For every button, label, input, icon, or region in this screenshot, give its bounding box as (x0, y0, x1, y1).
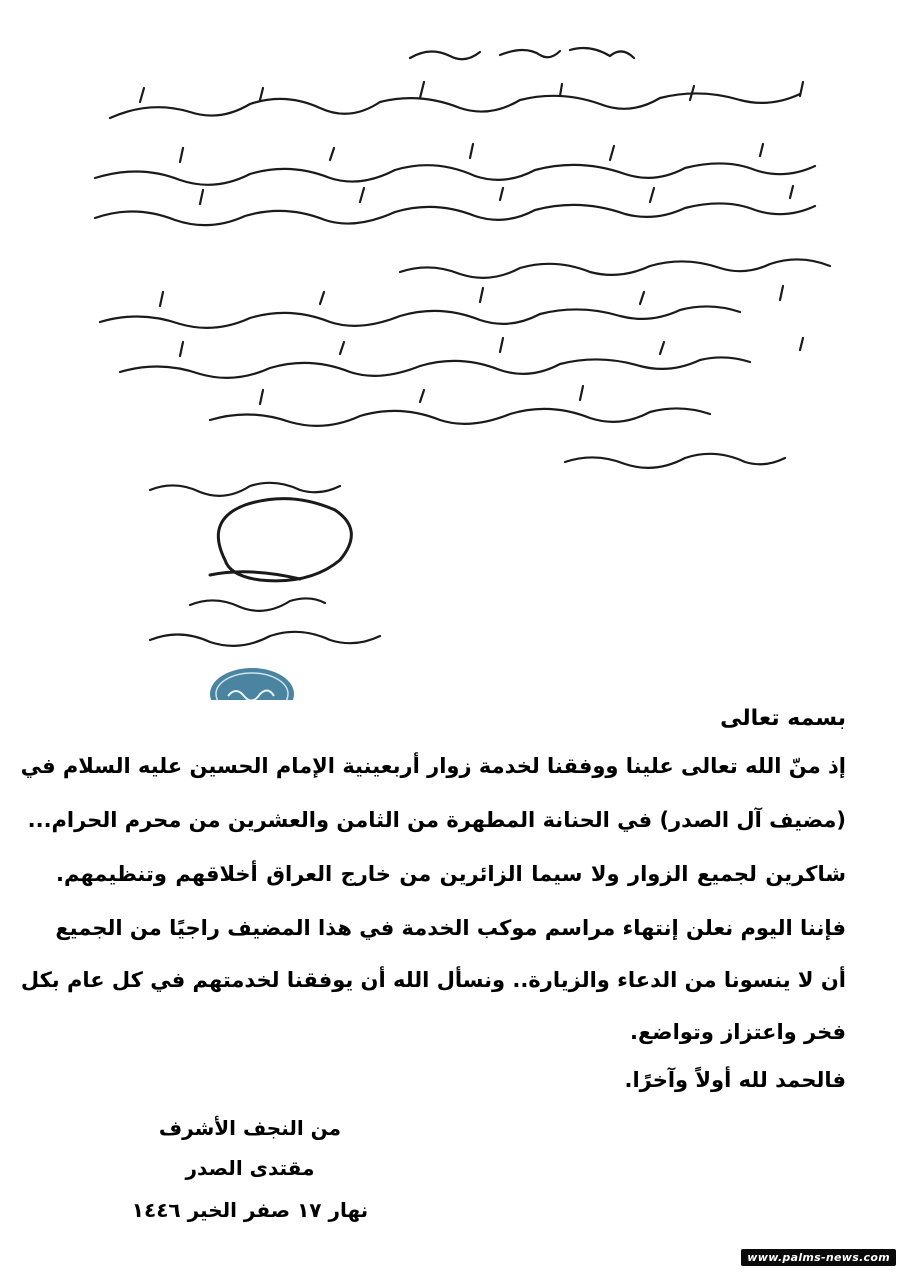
handwriting-line-3 (95, 203, 815, 225)
handwriting-name (190, 598, 325, 610)
typed-line-7: فالحمد لله أولاً وآخرًا. (624, 1068, 846, 1092)
typed-name: مقتدى الصدر (185, 1156, 315, 1180)
handwriting-line-6 (120, 357, 750, 377)
handwriting-ascenders-6 (180, 338, 803, 356)
handwriting-date (150, 632, 380, 646)
handwriting-ascenders-1 (140, 82, 803, 102)
typed-heading: بسمه تعالى (720, 706, 846, 731)
typed-line-6: فخر واعتزاز وتواضع. (629, 1020, 846, 1044)
typed-line-3: شاكرين لجميع الزوار ولا سيما الزائرين من خارج العراق أخلاقهم وتنظيمهم. (56, 862, 846, 886)
handwriting-place (150, 483, 340, 496)
handwriting-line-7 (210, 408, 710, 425)
handwriting-ascenders-5 (160, 286, 783, 306)
handwriting-line-2 (95, 163, 815, 184)
handwriting-ascenders-7 (260, 386, 583, 404)
typed-place: من النجف الأشرف (158, 1116, 342, 1140)
typed-line-4: فإننا اليوم نعلن إنتهاء مراسم موكب الخدمة في هذا المضيف راجيًا من الجميع (55, 916, 846, 940)
typed-line-2: (مضيف آل الصدر) في الحنانة المطهرة من الثامن والعشرين من محرم الحرام... (27, 808, 846, 832)
handwriting-line-8 (565, 454, 785, 468)
handwriting-line-4 (400, 259, 830, 277)
watermark: www.palms-news.com (741, 1249, 896, 1266)
handwriting-strokes (95, 48, 830, 646)
typed-date: نهار ١٧ صفر الخير ١٤٤٦ (131, 1198, 369, 1222)
heading-strokes (410, 48, 634, 59)
handwriting-line-1 (110, 93, 800, 118)
signature (210, 499, 351, 581)
typed-line-5: أن لا ينسونا من الدعاء والزيارة.. ونسأل الله أن يوفقنا لخدمتهم في كل عام بكل (20, 968, 846, 992)
handwriting-ascenders-2 (180, 144, 763, 162)
handwriting-line-5 (100, 306, 740, 327)
typed-line-1: إذ منّ الله تعالى علينا ووفقنا لخدمة زوار أربعينية الإمام الحسين عليه السلام في (20, 754, 846, 778)
handwriting-ascenders-3 (200, 186, 793, 204)
